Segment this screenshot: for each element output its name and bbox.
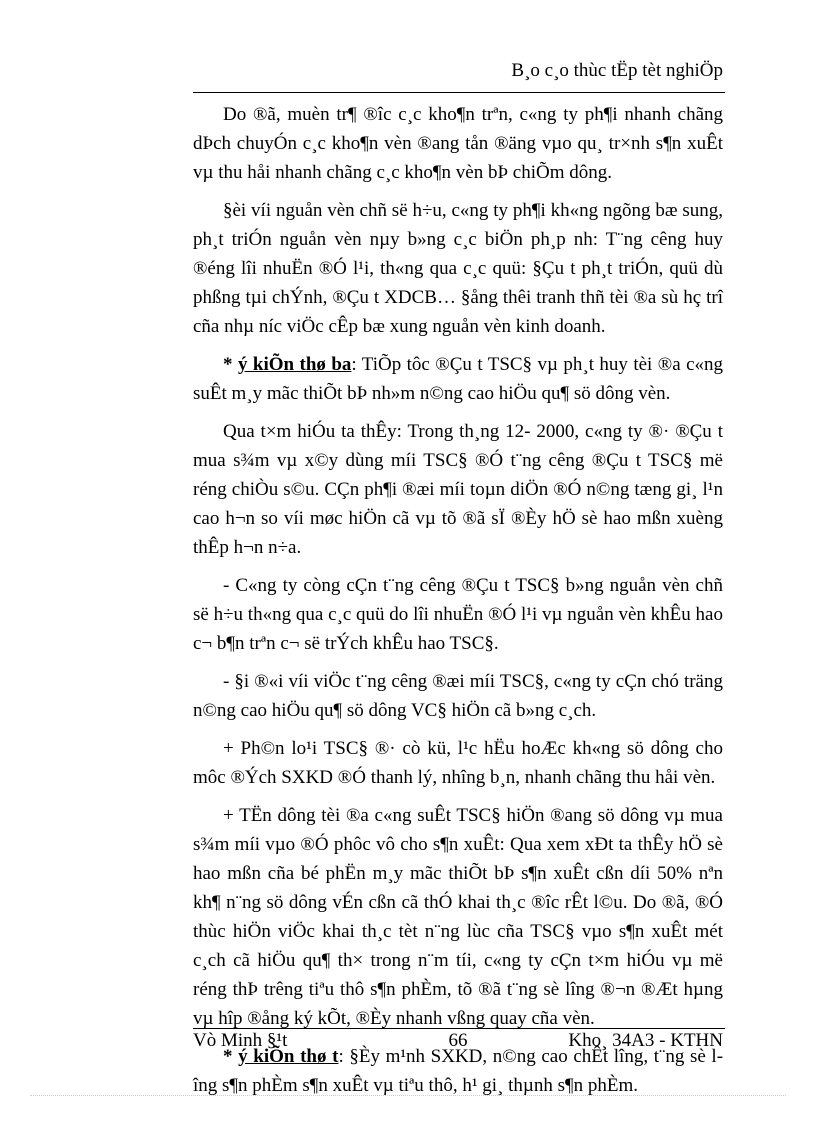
header-title: B¸o c¸o thùc tËp tèt nghiÖp xyxy=(511,60,723,81)
paragraph: §èi víi nguån vèn chñ së h÷u, c«ng ty ph¶i kh«ng ngõng bæ sung, ph¸t triÓn nguån vèn nµy b»ng c¸c biÖn ph¸p nh: T¨ng cêng huy ®éng lîi nhuËn ®Ó l¹i, th«ng qua c¸c quü: §Çu t ph¸t triÓn, quü dù phßng tµi chÝnh, ®Çu t XDCB… §ång thêi tranh thñ tèi ®a sù hç trî cña nhµ níc viÖc cÊp bæ xung nguån vèn kinh doanh. xyxy=(193,200,723,337)
paragraph: - §i ®«i víi viÖc t¨ng cêng ®æi míi TSC§, c«ng ty cÇn chó träng n©ng cao hiÖu qu¶ sö dông VC§ hiÖn cã b»ng c¸ch. xyxy=(193,671,723,721)
paragraph-opinion-three: * ý kiÕn thø ba: TiÕp tôc ®Çu t TSC§ vµ ph¸t huy tèi ®a c«ng suÊt m¸y mãc thiÕt bÞ nh»m n©ng cao hiÖu qu¶ sö dông vèn. xyxy=(193,354,724,404)
footer-author: Vò Minh §¹t xyxy=(193,1030,288,1051)
page-number: 66 xyxy=(448,1030,468,1051)
footer-rule xyxy=(193,1028,725,1029)
header-rule xyxy=(193,92,725,93)
paragraph: Qua t×m hiÓu ta thÊy: Trong th¸ng 12- 2000, c«ng ty ®· ®Çu t mua s¾m vµ x©y dùng míi TSC§ ®Ó t¨ng cêng ®Çu t TSC§ më réng chiÒu s©u. CÇn ph¶i ®æi míi toµn diÖn ®Ó n©ng tæng gi¸ l¹n cao h¬n so víi møc hiÖn cã vµ tõ ®ã sÏ ®Èy hÖ sè hao mßn xuèng thÊp h¬n n÷a. xyxy=(193,421,723,558)
paragraph-opinion-four: * ý kiÕn thø t: §Èy m¹nh SXKD, n©ng cao chÊt lîng, t¨ng sè lîng s¶n phÈm s¶n xuÊt vµ tiªu thô, h¹ gi¸ thµnh s¶n phÈm. xyxy=(193,1046,724,1096)
body-text xyxy=(193,100,723,1109)
page-edge-divider xyxy=(30,1095,786,1096)
paragraph: Do ®ã, muèn tr¶ ®îc c¸c kho¶n trªn, c«ng ty ph¶i nhanh chãng dÞch chuyÓn c¸c kho¶n vèn ®ang tån ®äng vµo qu¸ tr×nh s¶n xuÊt vµ thu håi nhanh chãng c¸c kho¶n vèn bÞ chiÕm dông. xyxy=(193,104,723,183)
paragraph: + TËn dông tèi ®a c«ng suÊt TSC§ hiÖn ®ang sö dông vµ mua s¾m míi vµo ®Ó phôc vô cho s¶n xuÊt: Qua xem xÐt ta thÊy hÖ sè hao mßn cña bé phËn m¸y mãc thiÕt bÞ s¶n xuÊt cßn díi 50% nªn kh¶ n¨ng sö dông vÉn cßn cã thÓ khai th¸c ®îc rÊt l©u. Do ®ã, ®Ó thùc hiÖn viÖc khai th¸c tèt n¨ng lùc cña TSC§ vµo s¶n xuÊt mét c¸ch cã hiÖu qu¶ th× trong n¨m tíi, c«ng ty cÇn t×m hiÓu vµ më réng thÞ trêng tiªu thô s¶n phÈm, tõ ®ã t¨ng sè lîng ®¬n ®Æt hµng vµ hîp ®ång ký kÕt, ®Èy nhanh vßng quay cña vèn. xyxy=(193,805,723,1029)
paragraph: + Ph©n lo¹i TSC§ ®· cò kü, l¹c hËu hoÆc kh«ng sö dông cho môc ®Ých SXKD ®Ó thanh lý, nhîng b¸n, nhanh chãng thu håi vèn. xyxy=(193,738,723,788)
opinion-heading: ý kiÕn thø t xyxy=(238,1046,339,1067)
running-header xyxy=(193,60,723,82)
paragraph: - C«ng ty còng cÇn t¨ng cêng ®Çu t TSC§ b»ng nguån vèn chñ së h÷u th«ng qua c¸c quü do lîi nhuËn ®Ó l¹i vµ nguån vèn khÊu hao c¬ b¶n trªn c¬ së trÝch khÊu hao TSC§. xyxy=(193,575,723,654)
footer-class-info: Kho¸ 34A3 - KTHN xyxy=(568,1030,723,1051)
opinion-heading: ý kiÕn thø ba xyxy=(237,354,352,375)
